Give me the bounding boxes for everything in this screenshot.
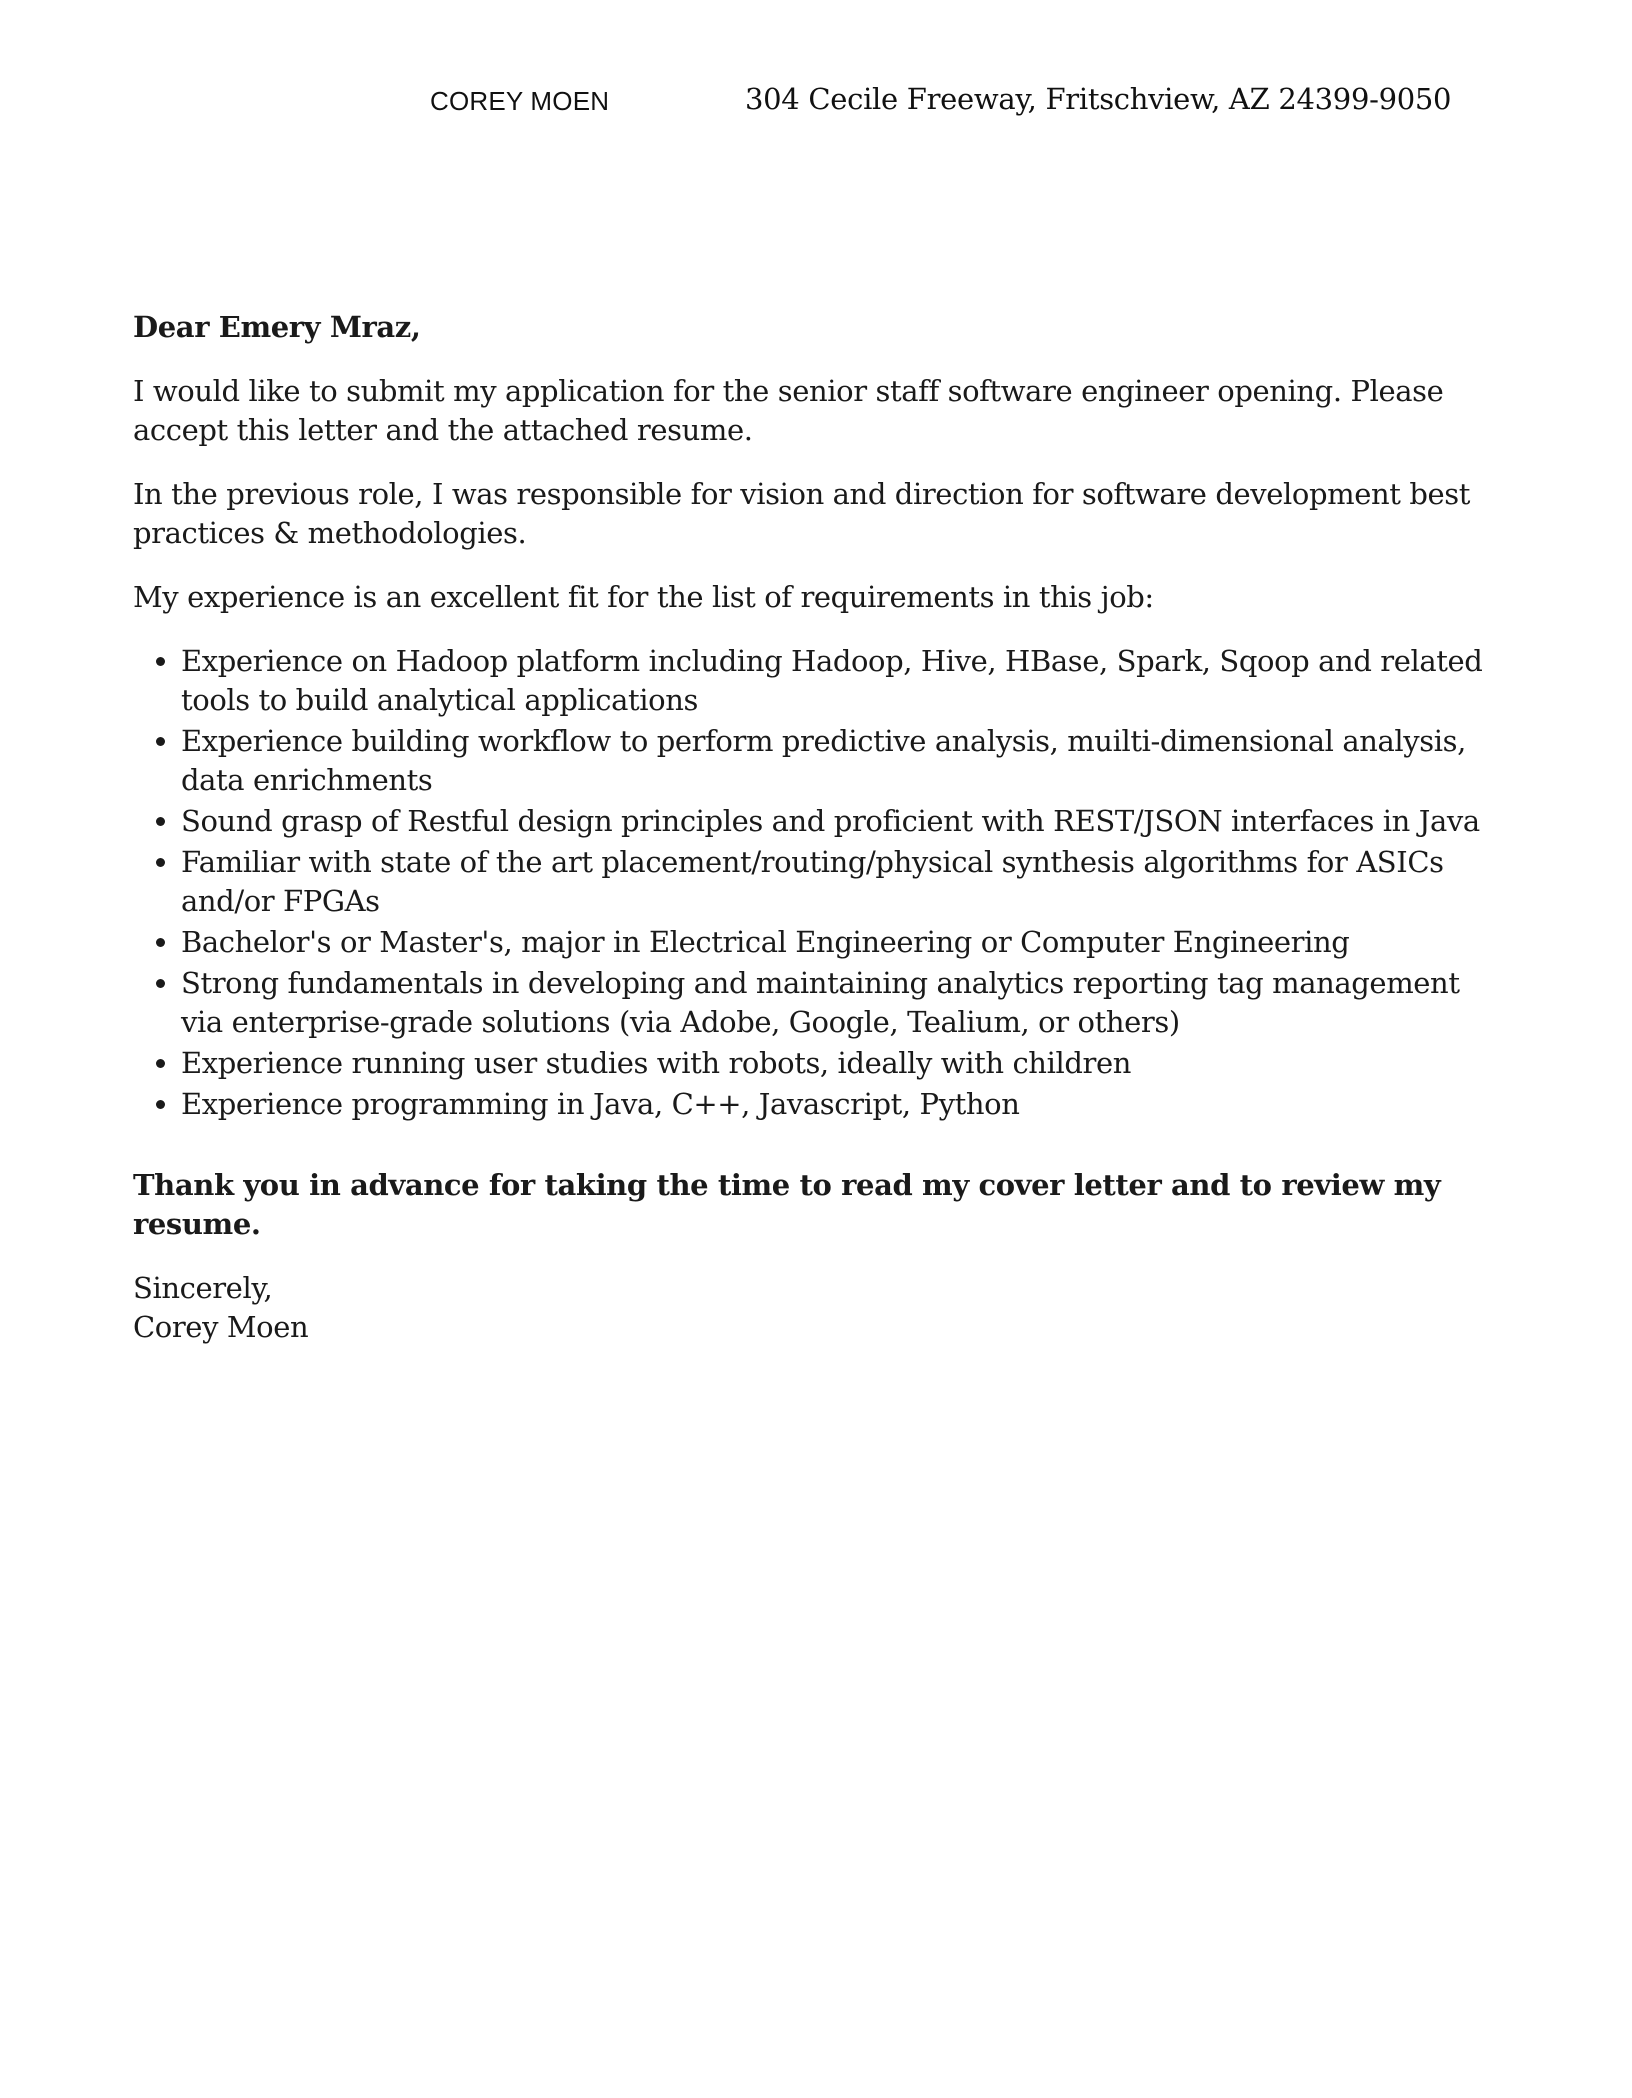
intro-paragraph: I would like to submit my application for the senior staff software engineer opening. Please accept this letter and the attached resume. [133, 374, 1444, 447]
list-item: • Strong fundamentals in developing and maintaining analytics reporting tag management via enterprise-grade solutions (via Adobe, Google, Tealium, or others) [181, 964, 1503, 1042]
signoff: Sincerely, [133, 1271, 273, 1305]
signature-name: Corey Moen [133, 1310, 309, 1344]
signoff-block [133, 1269, 1503, 1347]
closing-statement: Thank you in advance for taking the time to read my cover letter and to review my resume. [133, 1168, 1441, 1241]
requirements-intro-paragraph: My experience is an excellent fit for the list of requirements in this job: [133, 580, 1154, 614]
letter-header [0, 82, 1632, 122]
list-item: • Experience building workflow to perform predictive analysis, muilti-dimensional analysis, data enrichments [181, 722, 1503, 800]
requirements-list [133, 642, 1503, 1124]
list-item: • Experience on Hadoop platform including Hadoop, Hive, HBase, Spark, Sqoop and related tools to build analytical applications [181, 642, 1503, 720]
list-item: • Bachelor's or Master's, major in Electrical Engineering or Computer Engineering [181, 923, 1503, 962]
previous-role-paragraph: In the previous role, I was responsible for vision and direction for software development best practices & methodologies. [133, 477, 1470, 550]
sender-name: COREY MOEN [430, 86, 610, 116]
letter-body [133, 308, 1503, 1347]
sender-address: 304 Cecile Freeway, Fritschview, AZ 24399-9050 [745, 82, 1452, 116]
list-item: • Experience running user studies with robots, ideally with children [181, 1044, 1503, 1083]
list-item: • Sound grasp of Restful design principles and proficient with REST/JSON interfaces in Java [181, 802, 1503, 841]
salutation: Dear Emery Mraz, [133, 310, 421, 344]
list-item: • Experience programming in Java, C++, Javascript, Python [181, 1085, 1503, 1124]
list-item: • Familiar with state of the art placement/routing/physical synthesis algorithms for ASICs and/or FPGAs [181, 843, 1503, 921]
